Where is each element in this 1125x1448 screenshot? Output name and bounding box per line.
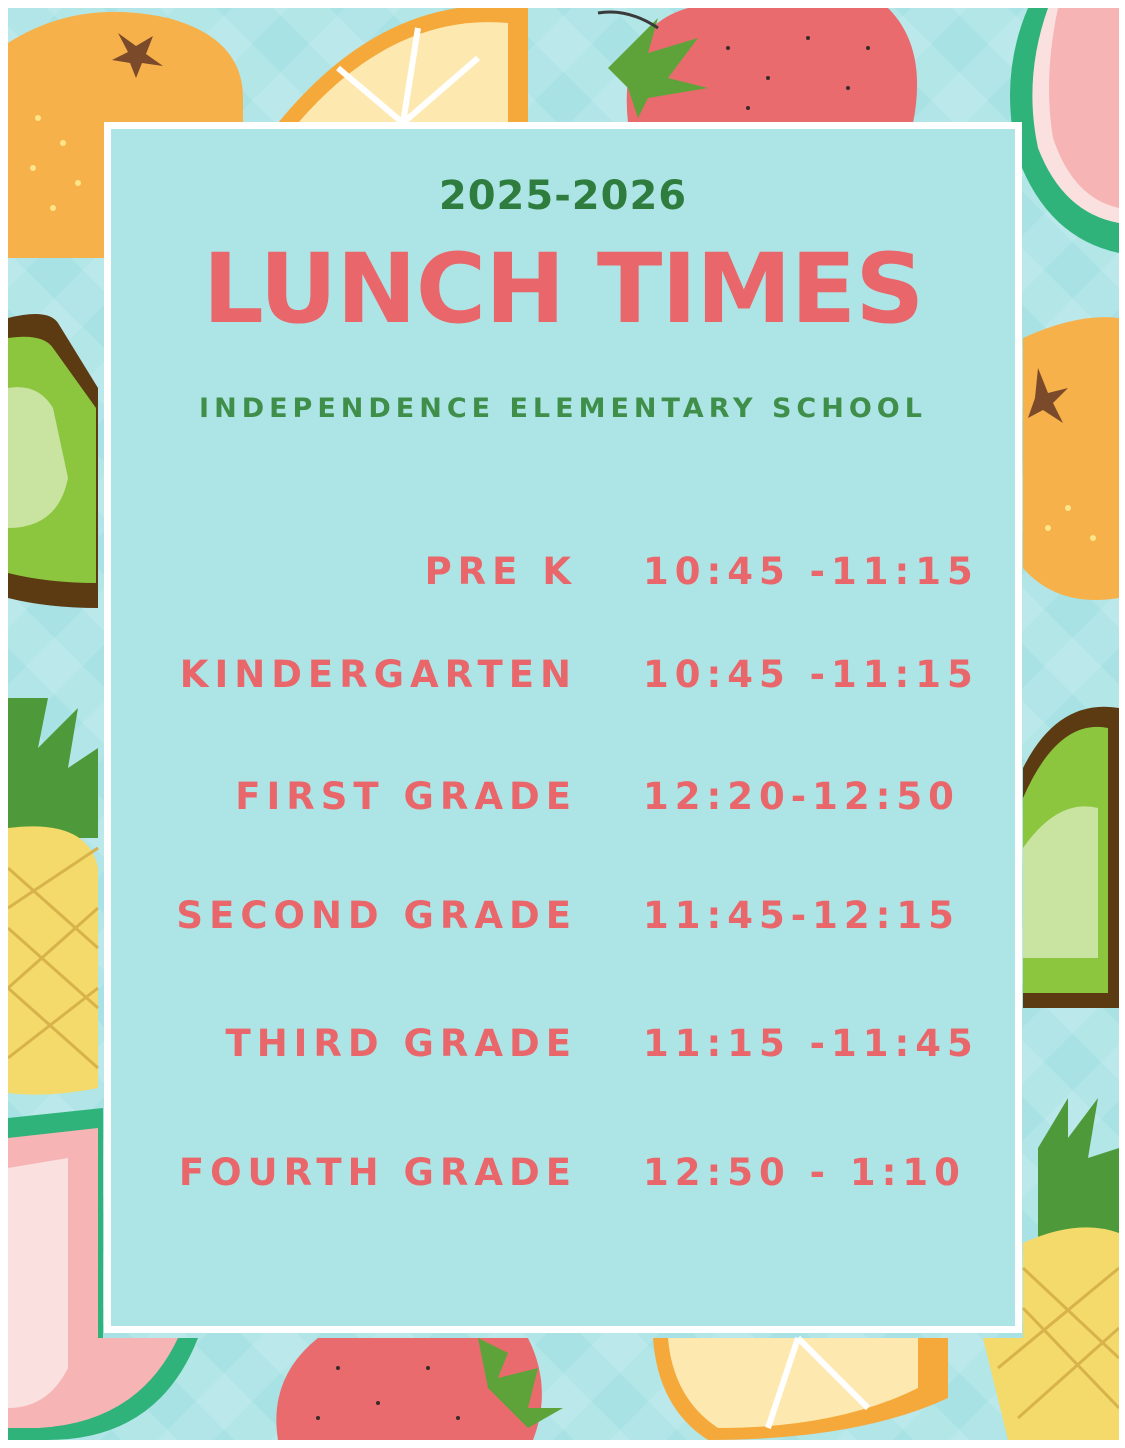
poster-page bbox=[8, 8, 1119, 1440]
grade-label: KINDERGARTEN bbox=[179, 653, 577, 696]
grade-label: THIRD GRADE bbox=[225, 1022, 577, 1065]
orange-icon bbox=[1023, 317, 1119, 600]
school-name: INDEPENDENCE ELEMENTARY SCHOOL bbox=[199, 393, 927, 424]
schedule-card bbox=[104, 122, 1022, 1333]
watermelon-icon bbox=[1010, 8, 1119, 253]
grade-label: SECOND GRADE bbox=[176, 894, 577, 937]
kiwi-icon bbox=[8, 314, 98, 608]
grade-label: PRE K bbox=[424, 550, 577, 593]
lunch-time: 10:45 -11:15 bbox=[643, 550, 979, 593]
strawberry-icon bbox=[276, 1338, 563, 1440]
lunch-time: 11:45-12:15 bbox=[643, 894, 960, 937]
lunch-time: 10:45 -11:15 bbox=[643, 653, 979, 696]
lunch-time: 12:20-12:50 bbox=[643, 775, 960, 818]
poster-title: LUNCH TIMES bbox=[202, 233, 924, 345]
lunch-time: 12:50 - 1:10 bbox=[643, 1151, 966, 1194]
school-year: 2025-2026 bbox=[438, 173, 688, 219]
lemon-slice-icon bbox=[278, 8, 528, 123]
grade-label: FIRST GRADE bbox=[235, 775, 577, 818]
lunch-time: 11:15 -11:45 bbox=[643, 1022, 979, 1065]
grade-label: FOURTH GRADE bbox=[178, 1151, 577, 1194]
strawberry-icon bbox=[598, 8, 917, 123]
lemon-slice-icon bbox=[653, 1338, 948, 1440]
pineapple-icon bbox=[8, 698, 98, 1095]
kiwi-icon bbox=[1023, 707, 1119, 1008]
